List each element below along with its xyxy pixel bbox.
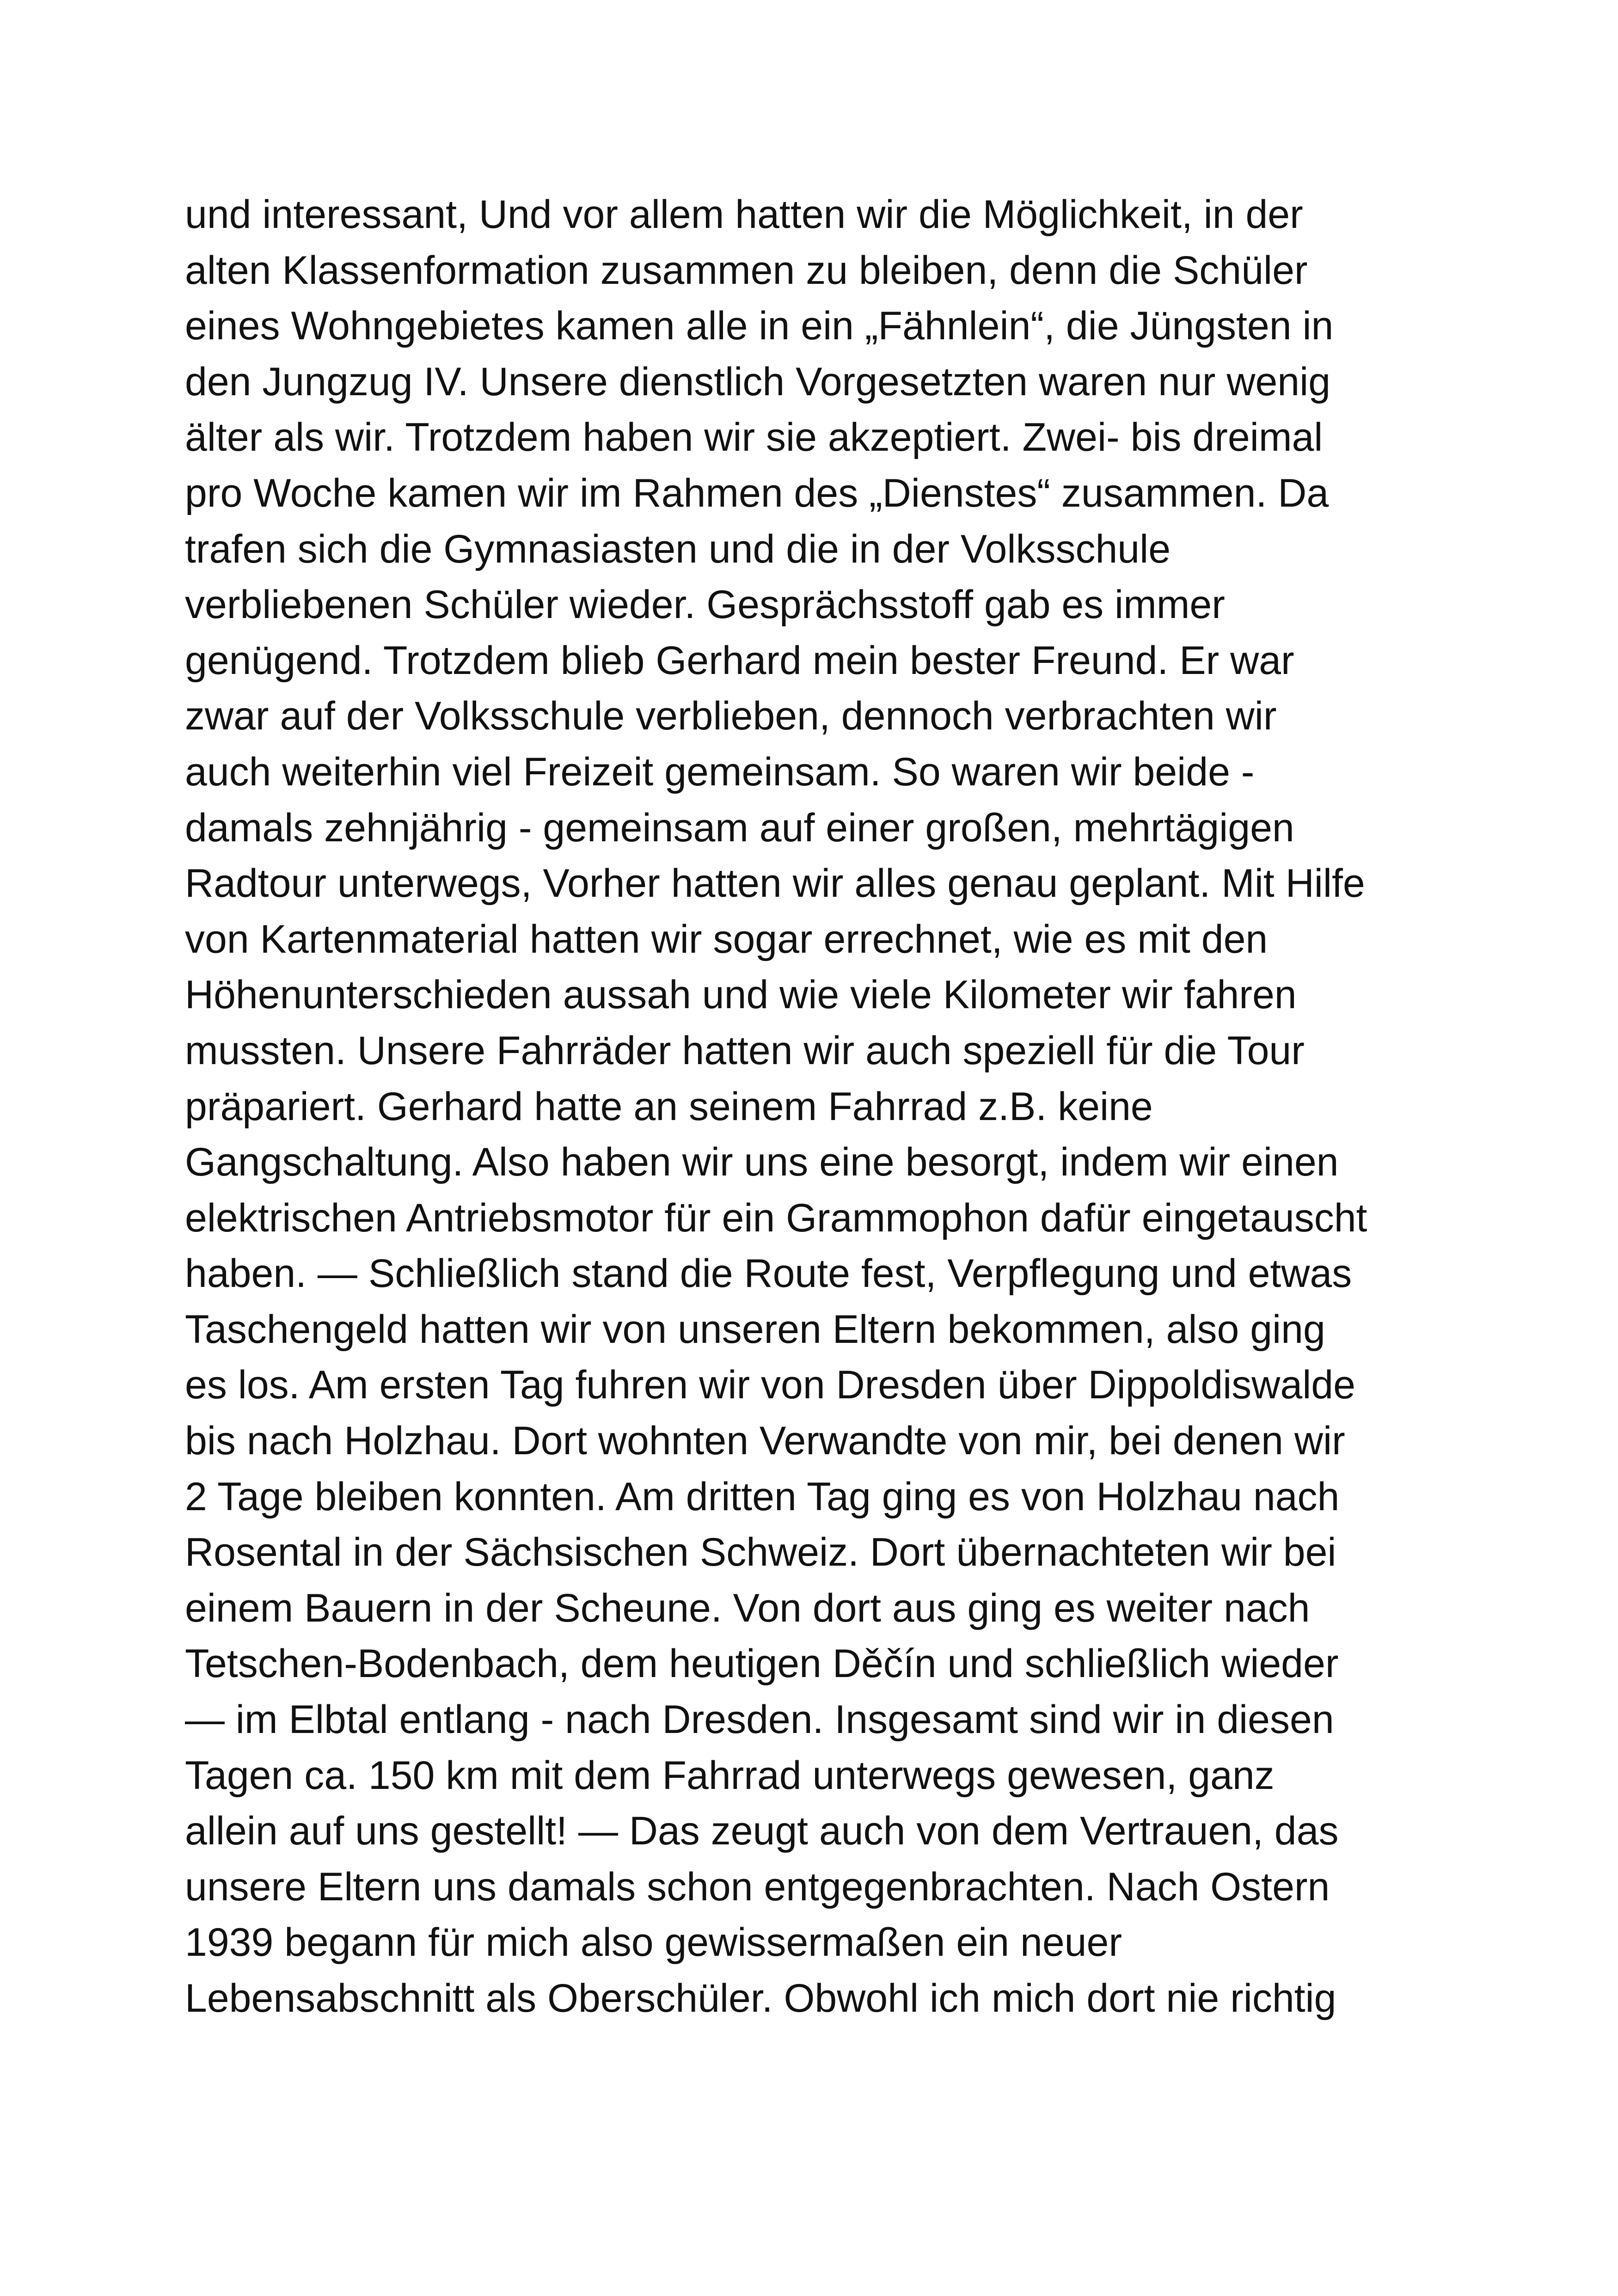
text-line: älter als wir. Trotzdem haben wir sie akzeptiert. Zwei- bis dreimal — [185, 415, 1323, 460]
text-line: eines Wohngebietes kamen alle in ein „Fähnlein“, die Jüngsten in — [185, 304, 1334, 349]
body-text — [185, 187, 1479, 2027]
text-line: Rosental in der Sächsischen Schweiz. Dort übernachteten wir bei — [185, 1530, 1336, 1575]
text-line: Höhenunterschieden aussah und wie viele Kilometer wir fahren — [185, 973, 1297, 1017]
text-line: mussten. Unsere Fahrräder hatten wir auch speziell für die Tour — [185, 1028, 1305, 1073]
text-line: und interessant, Und vor allem hatten wir die Möglichkeit, in der — [185, 192, 1303, 237]
text-line: Radtour unterwegs, Vorher hatten wir alles genau geplant. Mit Hilfe — [185, 861, 1365, 906]
text-line: Gangschaltung. Also haben wir uns eine besorgt, indem wir einen — [185, 1140, 1339, 1185]
text-line: Tagen ca. 150 km mit dem Fahrrad unterwegs gewesen, ganz — [185, 1753, 1275, 1798]
text-line: 1939 begann für mich also gewissermaßen ein neuer — [185, 1920, 1122, 1965]
text-line: verbliebenen Schüler wieder. Gesprächsstoff gab es immer — [185, 582, 1225, 627]
text-line: Lebensabschnitt als Oberschüler. Obwohl ich mich dort nie richtig — [185, 1976, 1336, 2020]
text-line: unsere Eltern uns damals schon entgegenbrachten. Nach Ostern — [185, 1864, 1330, 1909]
text-line: — im Elbtal entlang - nach Dresden. Insgesamt sind wir in diesen — [185, 1697, 1334, 1742]
text-line: einem Bauern in der Scheune. Von dort aus ging es weiter nach — [185, 1586, 1310, 1630]
text-line: den Jungzug IV. Unsere dienstlich Vorgesetzten waren nur wenig — [185, 359, 1331, 404]
text-line: auch weiterhin viel Freizeit gemeinsam. So waren wir beide - — [185, 749, 1255, 794]
text-line: zwar auf der Volksschule verblieben, dennoch verbrachten wir — [185, 694, 1277, 739]
text-line: Tetschen-Bodenbach, dem heutigen Děčín und schließlich wieder — [185, 1641, 1339, 1686]
text-line: alten Klassenformation zusammen zu bleiben, denn die Schüler — [185, 248, 1308, 293]
text-line: pro Woche kamen wir im Rahmen des „Dienstes“ zusammen. Da — [185, 471, 1329, 515]
text-line: elektrischen Antriebsmotor für ein Grammophon dafür eingetauscht — [185, 1195, 1367, 1240]
text-line: damals zehnjährig - gemeinsam auf einer großen, mehrtägigen — [185, 805, 1294, 850]
text-line: es los. Am ersten Tag fuhren wir von Dresden über Dippoldiswalde — [185, 1363, 1355, 1408]
text-line: genügend. Trotzdem blieb Gerhard mein bester Freund. Er war — [185, 638, 1294, 683]
text-line: haben. — Schließlich stand die Route fest, Verpflegung und etwas — [185, 1251, 1352, 1296]
text-line: Taschengeld hatten wir von unseren Eltern bekommen, also ging — [185, 1307, 1325, 1352]
text-line: 2 Tage bleiben konnten. Am dritten Tag ging es von Holzhau nach — [185, 1474, 1340, 1519]
text-line: präpariert. Gerhard hatte an seinem Fahrrad z.B. keine — [185, 1084, 1153, 1129]
text-line: trafen sich die Gymnasiasten und die in der Volksschule — [185, 527, 1171, 571]
text-line: von Kartenmaterial hatten wir sogar errechnet, wie es mit den — [185, 917, 1268, 961]
text-line: bis nach Holzhau. Dort wohnten Verwandte von mir, bei denen wir — [185, 1419, 1345, 1463]
text-line: allein auf uns gestellt! — Das zeugt auch von dem Vertrauen, das — [185, 1809, 1339, 1854]
